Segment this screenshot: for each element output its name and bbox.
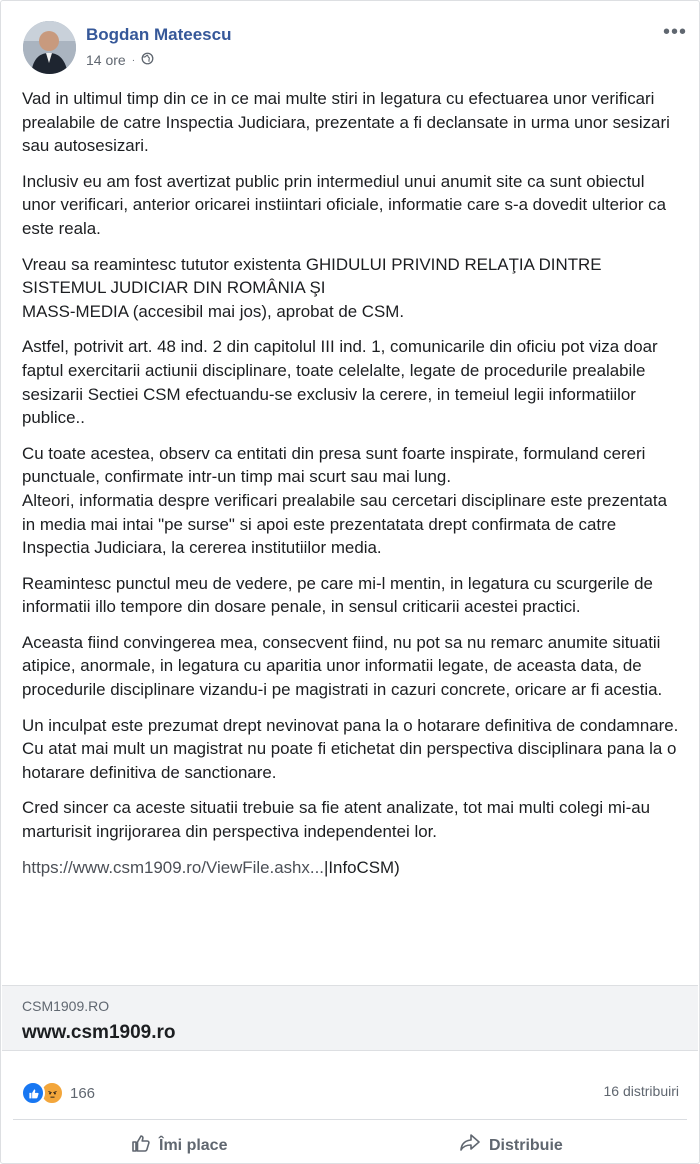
like-reaction-icon [21,1081,45,1105]
link-suffix: |InfoCSM) [323,857,400,877]
paragraph: Cred sincer ca aceste situatii trebuie sa fie atent analizate, tot mai multi colegi mi-au marturisit ingrijorarea din perspectiva independentei lor. [22,798,651,842]
link-preview[interactable] [2,985,698,1051]
external-link[interactable]: https://www.csm1909.ro/ViewFile.ashx... [22,857,324,877]
paragraph: Astfel, potrivit art. 48 ind. 2 din capitolul III ind. 1, comunicarile din oficiu pot viza doar faptul exercitarii actiunii disciplinare, toate celelalte, legate de procedurile prealabile sesizarii Sectiei CSM efectuandu-se exclusiv la cerere, in temeiul legii informatiilor publice.. [22,337,658,428]
separator-dot: · [131,54,136,66]
paragraph: Cu toate acestea, observ ca entitati din presa sunt foarte inspirate, formuland cereri punctuale, confirmate intr-un timp mai scurt sau mai lung. Alteori, informatia despre verificari prealabile sau cercetari disciplinare este prezentata in media mai intai "pe surse" si apoi este prezentatata drept confirmata de catre Inspectia Judiciara, la cererea institutiilor media. [22,443,667,558]
share-count[interactable]: 16 distribuiri [603,1083,679,1099]
preview-domain: CSM1909.RO [22,998,110,1014]
paragraph: Vad in ultimul timp din ce in ce mai multe stiri in legatura cu efectuarea unor verificari prealabile de catre Inspectia Judiciara, prezentate a fi declansate in urma unor sesizari sau autosesizari. [22,89,670,156]
link-paragraph [22,856,682,880]
actions-divider [13,1119,687,1120]
like-button[interactable] [131,1133,227,1158]
post-body [22,87,682,891]
author-name[interactable]: Bogdan Mateescu [86,25,232,44]
thumbs-up-icon [131,1133,151,1158]
globe-icon [141,52,154,68]
paragraph: Reamintesc punctul meu de vedere, pe care mi-l mentin, in legatura cu scurgerile de informatii illo tempore din dosare penale, in sensul criticarii acestei practici. [22,573,653,617]
preview-title: www.csm1909.ro [22,1022,176,1043]
paragraph: Un inculpat este prezumat drept nevinovat pana la o hotarare definitiva de condamnare. Cu atat mai mult un magistrat nu poate fi etichetat din perspectiva disciplinara pana la o hotarare definitiva de sanctionare. [22,715,679,782]
paragraph: Inclusiv eu am fost avertizat public prin intermediul unui anumit site ca sunt obiectul unor verificari, anterior oricarei instiintari oficiale, informatie care s-a dovedit ulterior ca este reala. [22,171,666,238]
reaction-count: 166 [70,1084,96,1102]
paragraph: Vreau sa reamintesc tututor existenta GHIDULUI PRIVIND RELAŢIA DINTRE SISTEMUL JUDICIAR DIN ROMÂNIA ŞI MASS-MEDIA (accesibil mai jos), aprobat de CSM. [22,254,602,321]
like-label: Îmi place [159,1136,228,1154]
post-actions [1,1127,699,1163]
post-stats [21,1077,679,1105]
avatar[interactable] [23,21,76,74]
post-header [23,21,687,77]
share-button[interactable] [459,1133,563,1158]
more-options-icon[interactable]: ••• [662,21,687,43]
post-time[interactable]: 14 ore [86,52,126,68]
avatar-photo [23,21,76,74]
post-meta [86,52,154,68]
paragraph: Aceasta fiind convingerea mea, consecvent fiind, nu pot sa nu remarc anumite situatii atipice, anormale, in legatura cu aparitia unor informatii legate, de aceasta data, de procedurile disciplinare vizandu-i pe magistrati in cazuri concrete, oricare ar fi acestia. [22,632,663,700]
reactions-summary[interactable] [21,1081,95,1105]
share-label: Distribuie [489,1136,563,1154]
share-arrow-icon [459,1133,481,1158]
